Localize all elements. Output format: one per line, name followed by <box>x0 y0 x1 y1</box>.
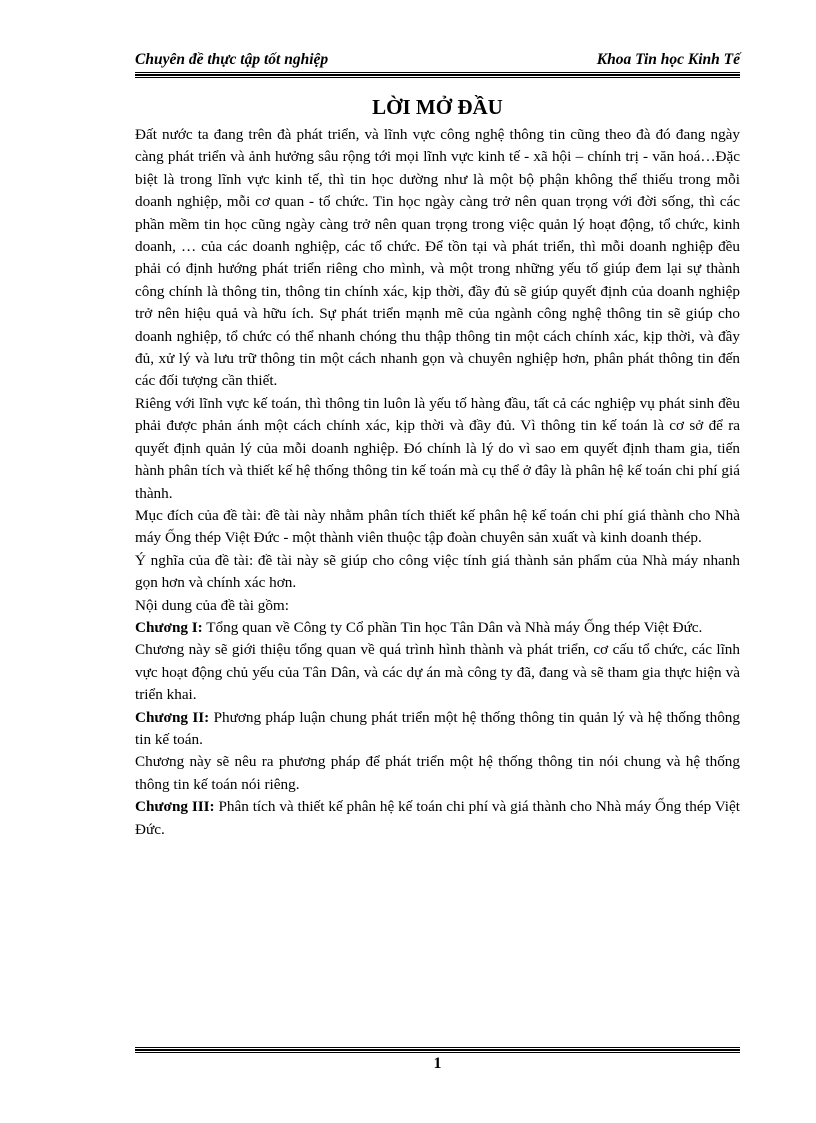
header-rule-middle <box>135 74 740 76</box>
paragraph-accounting: Riêng với lĩnh vực kế toán, thì thông tin luôn là yếu tố hàng đầu, tất cả các nghiệp vụ phát sinh đều phải được phản ánh một cách chính xác, kịp thời và đầy đủ. Vì thông tin kế toán là cơ sở để ra quyết định quản lý của mỗi doanh nghiệp. Đó chính là lý do vì sao em quyết định tham gia, tiến hành phân tích và thiết kế hệ thống thông tin kế toán mà cụ thể ở đây là phân hệ kế toán chi phí giá thành. <box>135 394 740 502</box>
paragraph-intro: Đất nước ta đang trên đà phát triển, và lĩnh vực công nghệ thông tin cũng theo đà đó đang ngày càng phát triển và ảnh hưởng sâu rộng tới mọi lĩnh vực kinh tế - xã hội – chính trị - văn hoá…Đặc biệt là trong lĩnh vực kinh tế, thì tin học dường như là một bộ phận không thể thiếu trong mỗi doanh nghiệp, mỗi cơ quan - tổ chức. Tin học ngày càng trở nên quan trọng với đời sống, thì các phần mềm tin học cũng ngày càng trở nên quan trọng trong việc quản lý hoạt động, tổ chức, kinh doanh, … của các doanh nghiệp, các tổ chức. Để tồn tại và phát triển, thì mỗi doanh nghiệp đều phải có định hướng phát triển riêng cho mình, và một trong những yếu tố giúp đem lại sự thành công chính là thông tin, thông tin chính xác, kịp thời, đầy đủ sẽ giúp quyết định của doanh nghiệp trở nên hiệu quả và hữu ích. Sự phát triển mạnh mẽ của ngành công nghệ thông tin sẽ giúp cho doanh nghiệp, tổ chức có thể nhanh chóng thu thập thông tin một cách chính xác, kịp thời, và đầy đủ, xử lý và lưu trữ thông tin một cách nhanh gọn và chuyên nghiệp hơn, phân phát thông tin đến các đối tượng cần thiết. <box>135 126 740 390</box>
chapter-2-description: Chương này sẽ nêu ra phương pháp để phát triển một hệ thống thông tin nói chung và hệ thống thông tin kế toán nói riêng. <box>135 753 740 793</box>
paragraph-purpose: Mục đích của đề tài: đề tài này nhằm phân tích thiết kế phân hệ kế toán chi phí giá thành cho Nhà máy Ống thép Việt Đức - một thành viên thuộc tập đoàn chuyên sản xuất và kinh doanh thép. <box>135 506 740 547</box>
header-rule-bottom <box>135 77 740 78</box>
page-header <box>135 48 740 70</box>
header-right-text: Khoa Tin học Kinh Tế <box>596 51 740 68</box>
chapter-2-heading <box>135 707 740 752</box>
chapter-2-title: Phương pháp luận chung phát triển một hệ thống thông tin quản lý và hệ thống thông tin kế toán. <box>135 708 740 748</box>
chapter-1-label: Chương I: <box>135 618 203 636</box>
page-number: 1 <box>433 1055 442 1072</box>
paragraph-significance: Ý nghĩa của đề tài: đề tài này sẽ giúp cho công việc tính giá thành sản phẩm của Nhà máy nhanh gọn hơn và chính xác hơn. <box>135 551 740 592</box>
header-rule-top <box>135 72 740 73</box>
chapter-3-title: Phân tích và thiết kế phân hệ kế toán chi phí và giá thành cho Nhà máy Ống thép Việt Đức. <box>135 798 740 838</box>
document-body <box>135 124 740 841</box>
page-title: LỜI MỞ ĐẦU <box>372 95 503 119</box>
footer-rule-top <box>135 1047 740 1048</box>
chapter-3-label: Chương III: <box>135 798 215 816</box>
chapter-1-title: Tổng quan về Công ty Cổ phần Tin học Tân Dân và Nhà máy Ống thép Việt Đức. <box>202 618 703 636</box>
chapter-3-heading <box>135 796 740 841</box>
chapter-1-heading <box>135 617 740 639</box>
chapter-2-label: Chương II: <box>135 708 210 726</box>
chapter-1-description: Chương này sẽ giới thiệu tổng quan về quá trình hình thành và phát triển, cơ cấu tổ chức, các lĩnh vực hoạt động chủ yếu của Tân Dân, và các dự án mà công ty đã, đang và sẽ tham gia thực hiện và triển khai. <box>135 641 740 704</box>
paragraph-contents-heading: Nội dung của đề tài gồm: <box>135 596 289 614</box>
footer-rule-middle <box>135 1049 740 1051</box>
header-left-text: Chuyên đề thực tập tốt nghiệp <box>135 51 329 68</box>
